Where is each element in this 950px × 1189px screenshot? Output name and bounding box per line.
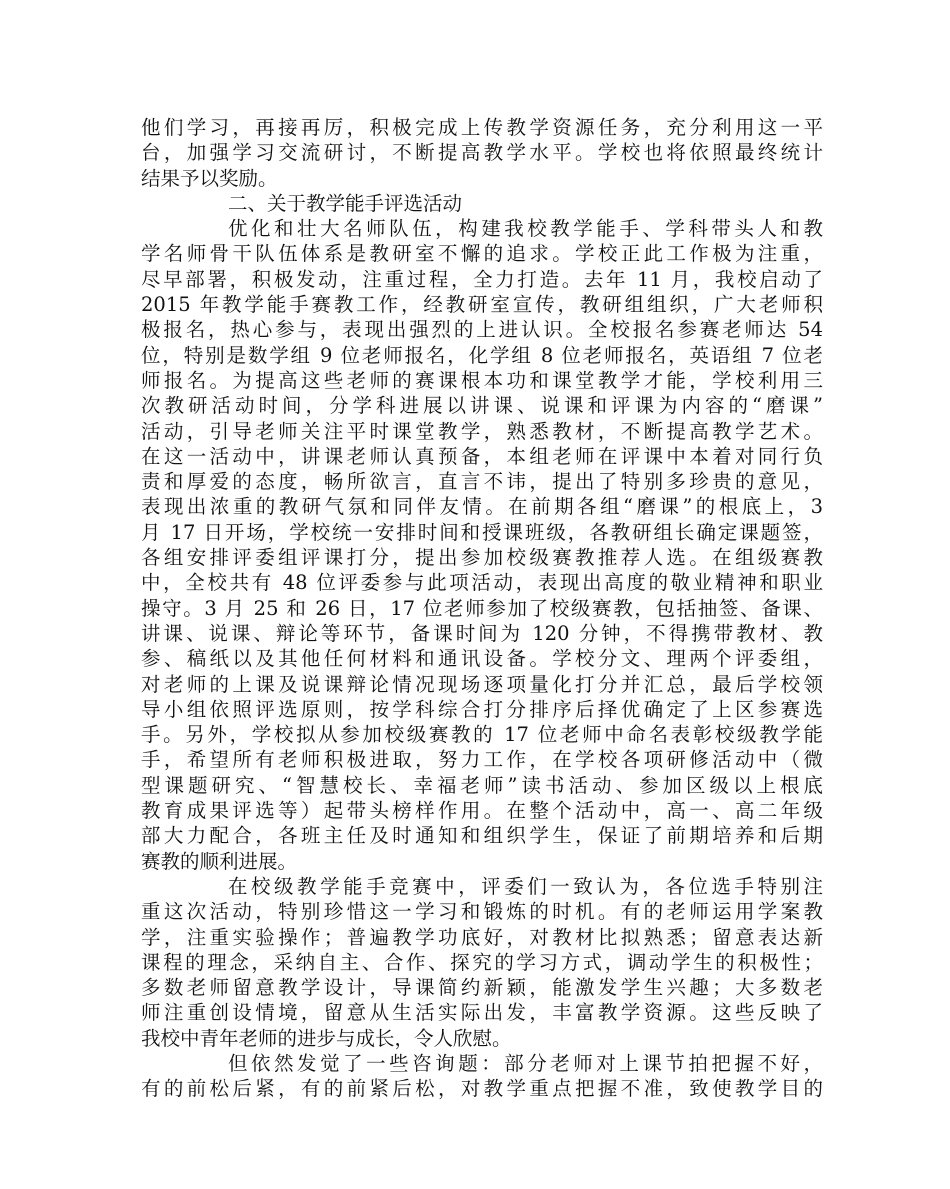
text-line: 师注重创设情境，留意从生活实际出发，丰富教学资源。这些反映了 — [141, 1001, 823, 1025]
text-line: 教育成果评选等）起带头榜样作用。在整个活动中，高一、高二年级 — [141, 799, 823, 823]
text-line: 学名师骨干队伍体系是教研室不懈的追求。学校正此工作极为注重， — [141, 242, 823, 266]
text-line: 次教研活动时间，分学科进展以讲课、说课和评课为内容的“磨课” — [141, 394, 823, 418]
text-line: 课程的理念，采纳自主、合作、探究的学习方式，调动学生的积极性； — [141, 950, 823, 974]
paragraph-p4 — [141, 1051, 823, 1102]
document-page — [141, 115, 823, 1102]
text-line: 型课题研究、“智慧校长、幸福老师”读书活动、参加区级以上根底 — [141, 773, 823, 797]
text-line: 在这一活动中，讲课老师认真预备，本组老师在评课中本着对同行负 — [141, 444, 823, 468]
text-line: 学，注重实验操作；普遍教学功底好，对教材比拟熟悉；留意表达新 — [141, 925, 823, 949]
text-line: 导小组依照评选原则，按学科综合打分排序后择优确定了上区参赛选 — [141, 697, 823, 721]
text-line: 对老师的上课及说课辩论情况现场逐项量化打分并汇总，最后学校领 — [141, 672, 823, 696]
text-line: 部大力配合，各班主任及时通知和组织学生，保证了前期培养和后期 — [141, 824, 823, 848]
section-heading — [141, 191, 823, 216]
text-line: 在校级教学能手竞赛中，评委们一致认为，各位选手特别注 — [228, 874, 823, 898]
text-line: 月 17 日开场，学校统一安排时间和授课班级，各教研组长确定课题签， — [141, 520, 823, 544]
text-line: 但依然发觉了一些咨询题：部分老师对上课节拍把握不好， — [228, 1051, 823, 1075]
text-line: 极报名，热心参与，表现出强烈的上进认识。全校报名参赛老师达 54 — [141, 318, 823, 342]
paragraph-p1 — [141, 115, 823, 191]
text-line: 2015 年教学能手赛教工作，经教研室宣传，教研组组织，广大老师积 — [141, 293, 823, 317]
text-line: 手。另外，学校拟从参加校级赛教的 17 位老师中命名表彰校级教学能 — [141, 723, 823, 747]
text-line: 有的前松后紧，有的前紧后松，对教学重点把握不准，致使教学目的 — [141, 1077, 823, 1101]
text-line: 师报名。为提高这些老师的赛课根本功和课堂教学才能，学校利用三 — [141, 368, 823, 392]
text-line: 参、稿纸以及其他任何材料和通讯设备。学校分文、理两个评委组， — [141, 647, 823, 671]
text-line: 他们学习，再接再厉，积极完成上传教学资源任务，充分利用这一平 — [141, 116, 823, 139]
text-line: 各组安排评委组评课打分，提出参加校级赛教推荐人选。在组级赛教 — [141, 546, 823, 570]
text-line: 手，希望所有老师积极进取，努力工作，在学校各项研修活动中（微 — [141, 748, 823, 772]
text-line: 多数老师留意教学设计，导课简约新颖，能激发学生兴趣；大多数老 — [141, 976, 823, 1000]
text-line: 尽早部署，积极发动，注重过程，全力打造。去年 11 月，我校启动了 — [141, 267, 823, 291]
text-line: 我校中青年老师的进步与成长，令人欣慰。 — [141, 1026, 512, 1050]
text-line: 讲课、说课、辩论等环节，备课时间为 120 分钟，不得携带教材、教 — [141, 621, 823, 645]
text-line: 优化和壮大名师队伍，构建我校教学能手、学科带头人和教 — [228, 217, 823, 241]
text-line: 活动，引导老师关注平时课堂教学，熟悉教材，不断提高教学艺术。 — [141, 419, 823, 443]
text-line: 赛教的顺利进展。 — [141, 849, 298, 873]
paragraph-p2 — [141, 216, 823, 874]
text-line: 重这次活动，特别珍惜这一学习和锻炼的时机。有的老师运用学案教 — [141, 900, 823, 924]
section-heading-text: 二、关于教学能手评选活动 — [228, 191, 463, 215]
text-line: 表现出浓重的教研气氛和同伴友情。在前期各组“磨课”的根底上，3 — [141, 495, 823, 519]
paragraph-p3 — [141, 874, 823, 1051]
text-line: 位，特别是数学组 9 位老师报名，化学组 8 位老师报名，英语组 7 位老 — [141, 343, 823, 367]
text-line: 责和厚爱的态度，畅所欲言，直言不讳，提出了特别多珍贵的意见， — [141, 470, 823, 494]
text-line: 中，全校共有 48 位评委参与此项活动，表现出高度的敬业精神和职业 — [141, 571, 823, 595]
text-line: 台，加强学习交流研讨，不断提高教学水平。学校也将依照最终统计 — [141, 141, 823, 165]
text-line: 操守。3 月 25 和 26 日，17 位老师参加了校级赛教，包括抽签、备课、 — [141, 596, 823, 620]
text-line: 结果予以奖励。 — [141, 166, 278, 190]
